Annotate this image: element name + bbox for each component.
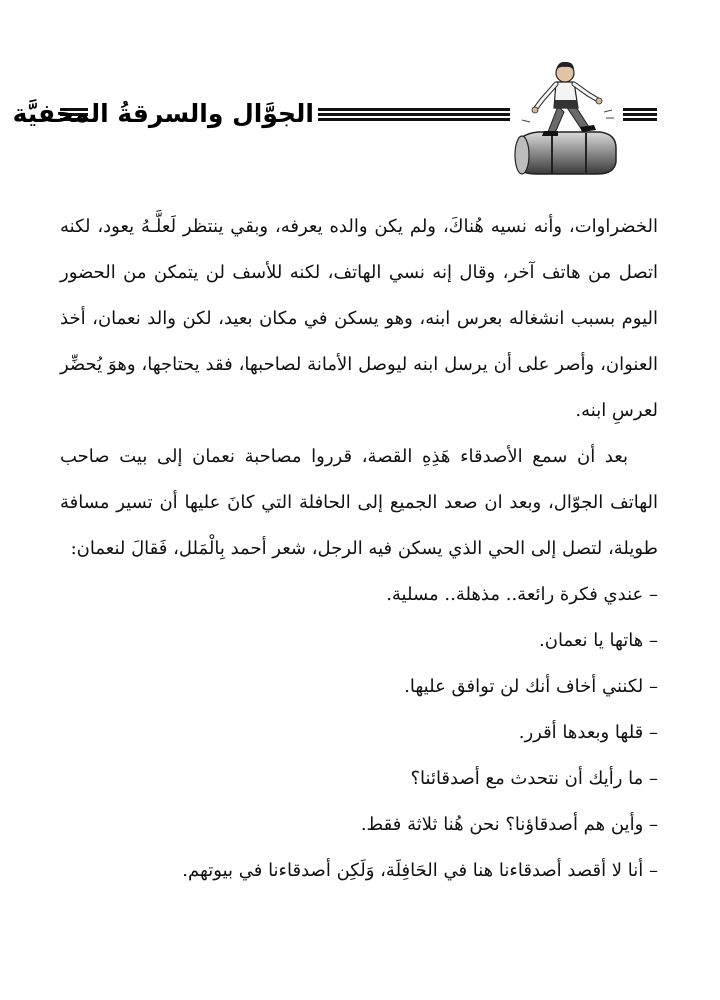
dialogue-line: – وأين هم أصدقاؤنا؟ نحن هُنا ثلاثة فقط. (360, 814, 658, 835)
story-paragraph: بعد أن سمع الأصدقاء هَذِهِ القصة، قرروا مصاحبة نعمان إلى بيت صاحب الهاتف الجوّال، وبعد ان صعد الجميع إلى الحافلة التي كانَ عليها أن تسير مسافة طويلة، لتصل إلى الحي الذي يسكن فيه الرجل، شعر أحمد بِالْمَلل، فَقالَ لنعمان: (60, 446, 658, 559)
page-header (0, 60, 720, 180)
dialogue-list (60, 572, 658, 894)
decorative-rule-right (623, 108, 657, 122)
dialogue-line: – قلها وبعدها أقرر. (518, 722, 658, 743)
dialogue-line: – عندي فكرة رائعة.. مذهلة.. مسلية. (386, 584, 658, 605)
dialogue-line: – هاتها يا نعمان. (539, 630, 658, 651)
dialogue-line: – ما رأيك أن نتحدث مع أصدقائنا؟ (410, 768, 658, 789)
chapter-title: الجوَّال والسرقةُ المخفيَّة (12, 99, 314, 128)
dialogue-line: – أنا لا أقصد أصدقاءنا هنا في الحَافِلَة، وَلَكِن أصدقاءنا في بيوتهم. (182, 860, 658, 881)
dialogue-line: – لكنني أخاف أنك لن توافق عليها. (404, 676, 658, 697)
story-paragraph: الخضراوات، وأنه نسيه هُناكَ، ولم يكن والده يعرفه، وبقي ينتظر لَعلَّـهُ يعود، لكنه اتصل من هاتف آخر، وقال إنه نسي الهاتف، لكنه للأسف لن يتمكن من الحضور اليوم بسبب انشغاله بعرس ابنه، وهو يسكن في مكان بعيد، لكن والد نعمان، أخذ العنوان، وأصر على أن يرسل ابنه ليوصل الأمانة لصاحبها، فقد يحتاجها، وهوَ يُحضِّر لعرسِ ابنه. (60, 216, 658, 421)
decorative-rule-middle (318, 108, 510, 122)
story-text (60, 204, 658, 894)
boy-standing-on-barrel-icon (508, 60, 620, 178)
